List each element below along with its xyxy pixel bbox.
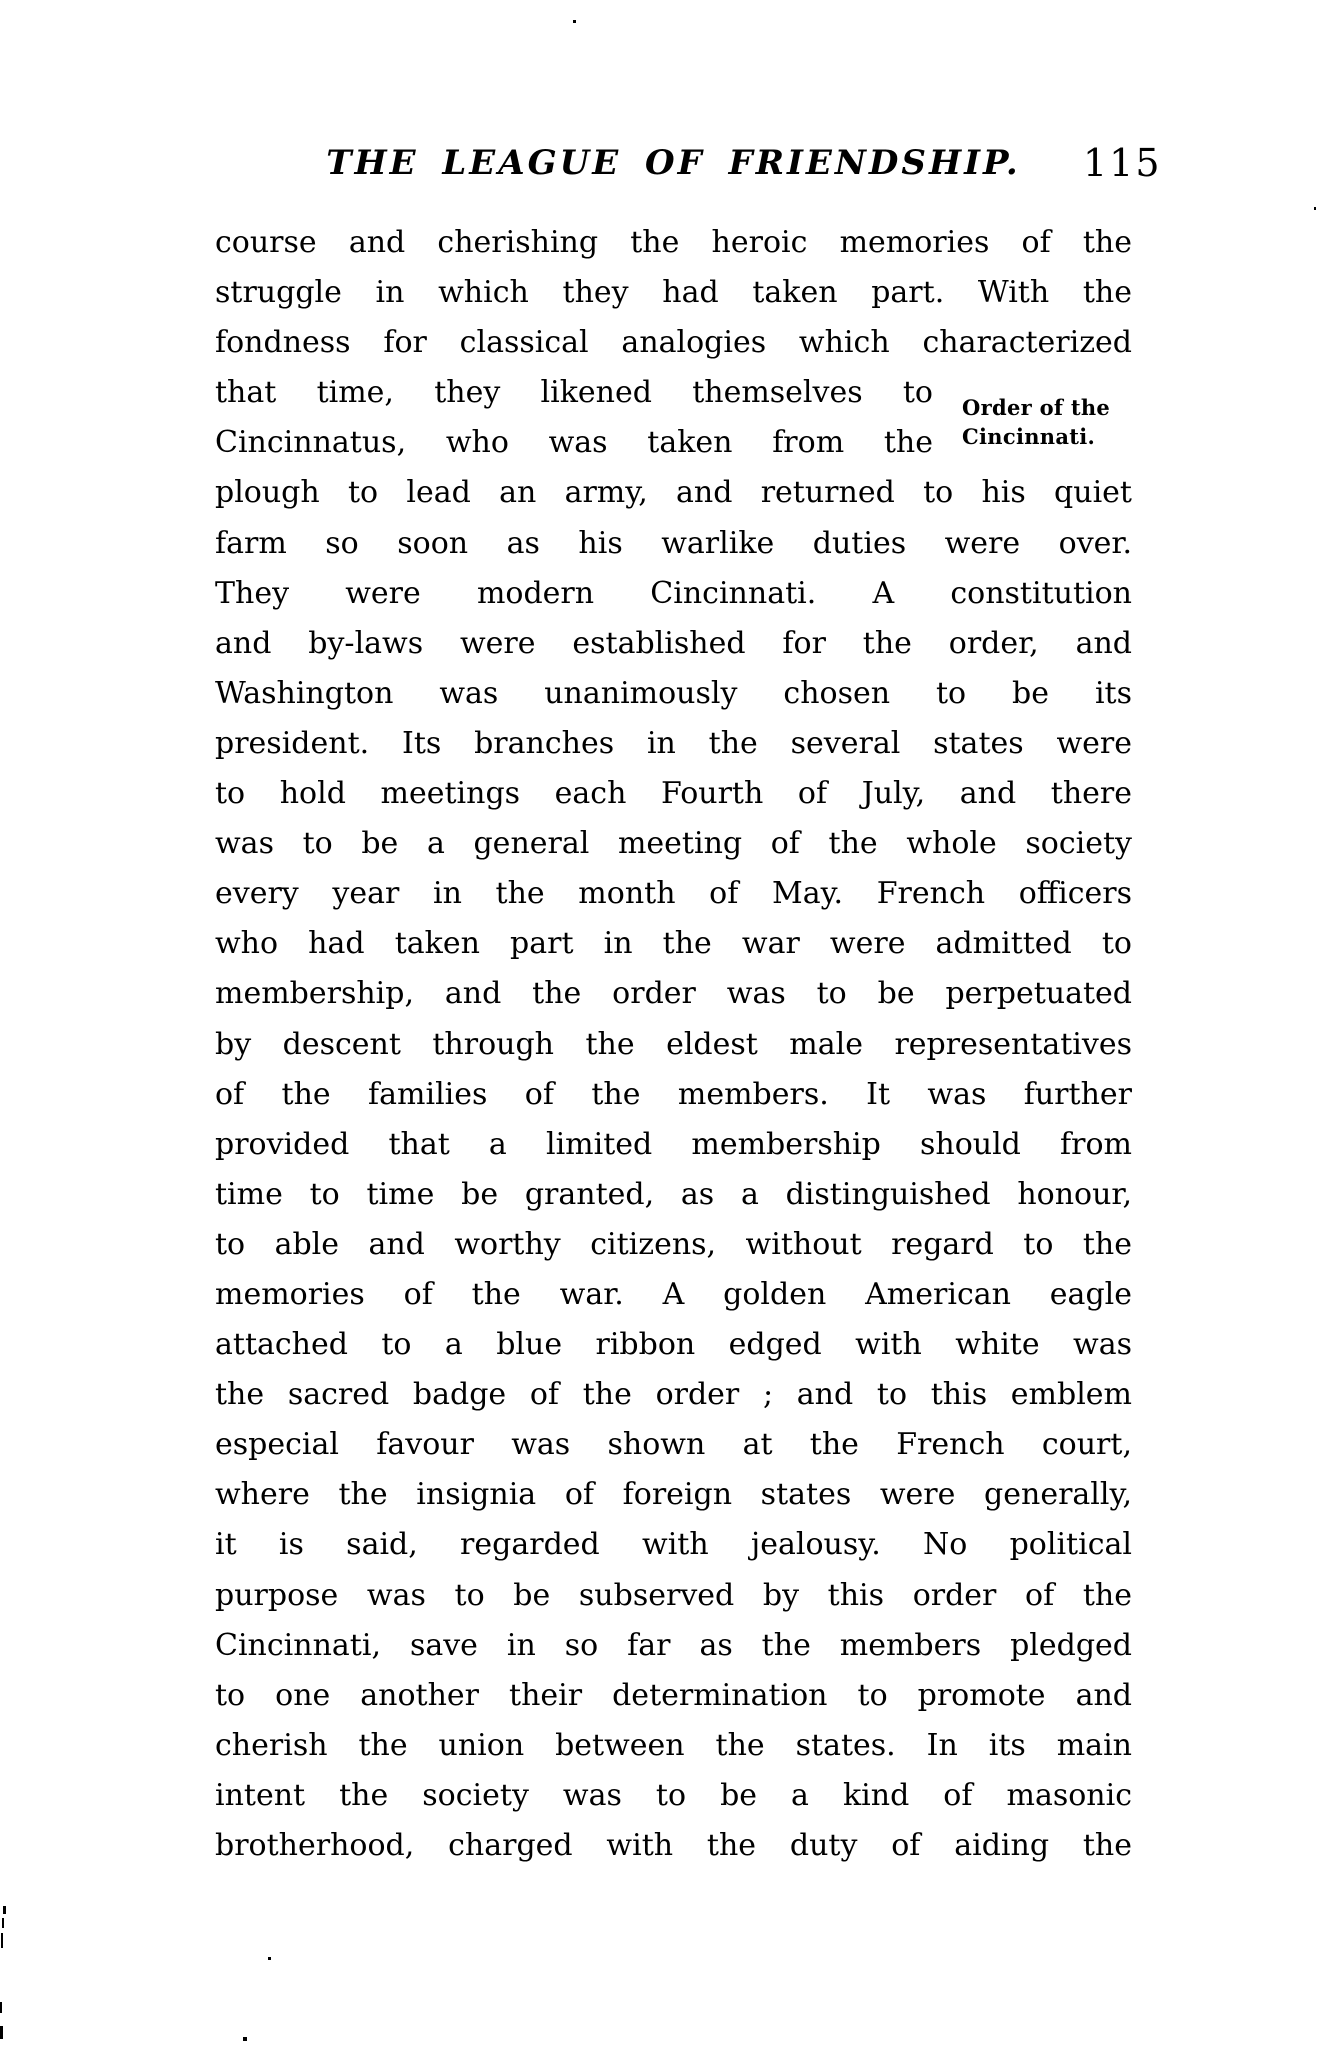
scan-artifact [1,1933,3,1948]
text-line: farm so soon as his warlike duties were over. [215,525,1132,561]
body-text [215,218,1132,1871]
margin-note-line: Cincinnati. [962,424,1096,449]
scan-artifact [3,1906,6,1914]
text-line: They were modern Cincinnati. A constitution [215,575,1132,611]
text-line: intent the society was to be a kind of masonic [215,1777,1132,1813]
text-line: membership, and the order was to be perpetuated [215,976,1132,1012]
text-line: struggle in which they had taken part. With the [215,275,1132,311]
scan-artifact [1314,207,1316,210]
margin-note [962,393,1132,451]
text-line: provided that a limited membership should from [215,1126,1132,1162]
margin-note-line: Order of the [962,395,1111,420]
page-title: THE LEAGUE OF FRIENDSHIP. [326,143,1021,183]
text-line: course and cherishing the heroic memories of the [215,225,1132,260]
text-line: it is said, regarded with jealousy. No political [215,1527,1132,1563]
text-line: and by-laws were established for the order, and [215,625,1132,661]
text-line: memories of the war. A golden American eagle [215,1276,1132,1312]
text-line: Cincinnati, save in so far as the members pledged [215,1627,1132,1663]
text-line: who had taken part in the war were admitted to [215,926,1132,962]
text-line: attached to a blue ribbon edged with white was [215,1327,1132,1363]
text-line: to one another their determination to promote and [215,1677,1132,1713]
text-line: to hold meetings each Fourth of July, and there [215,776,1132,812]
text-line: time to time be granted, as a distinguished honour, [215,1176,1132,1212]
text-line: every year in the month of May. French officers [215,876,1132,912]
text-line: to able and worthy citizens, without regard to the [215,1226,1132,1262]
text-line: of the families of the members. It was further [215,1076,1132,1112]
text-line: purpose was to be subserved by this order of the [215,1577,1132,1613]
text-line: Cincinnatus, who was taken from the [215,425,933,461]
text-line: that time, they likened themselves to [215,375,933,411]
text-line: plough to lead an army, and returned to his quiet [215,475,1132,511]
scan-artifact [0,2026,3,2039]
scan-artifact [573,20,576,23]
text-line: was to be a general meeting of the whole society [215,826,1132,862]
text-line: president. Its branches in the several states were [215,725,1132,761]
text-line: fondness for classical analogies which characterized [215,325,1132,361]
text-line: cherish the union between the states. In its main [215,1727,1132,1763]
text-line: the sacred badge of the order ; and to this emblem [215,1377,1132,1413]
scan-artifact [268,1957,271,1960]
scan-artifact [2,1918,4,1928]
text-line: especial favour was shown at the French court, [215,1427,1132,1463]
running-header [215,143,1132,189]
text-line: brotherhood, charged with the duty of aiding the [215,1828,1132,1863]
text-line: where the insignia of foreign states were generally, [215,1477,1132,1513]
text-line: Washington was unanimously chosen to be its [215,675,1132,711]
scan-artifact [0,2002,2,2013]
scan-artifact [243,2037,247,2041]
text-line: by descent through the eldest male representatives [215,1026,1132,1062]
page-number: 115 [1083,141,1162,185]
